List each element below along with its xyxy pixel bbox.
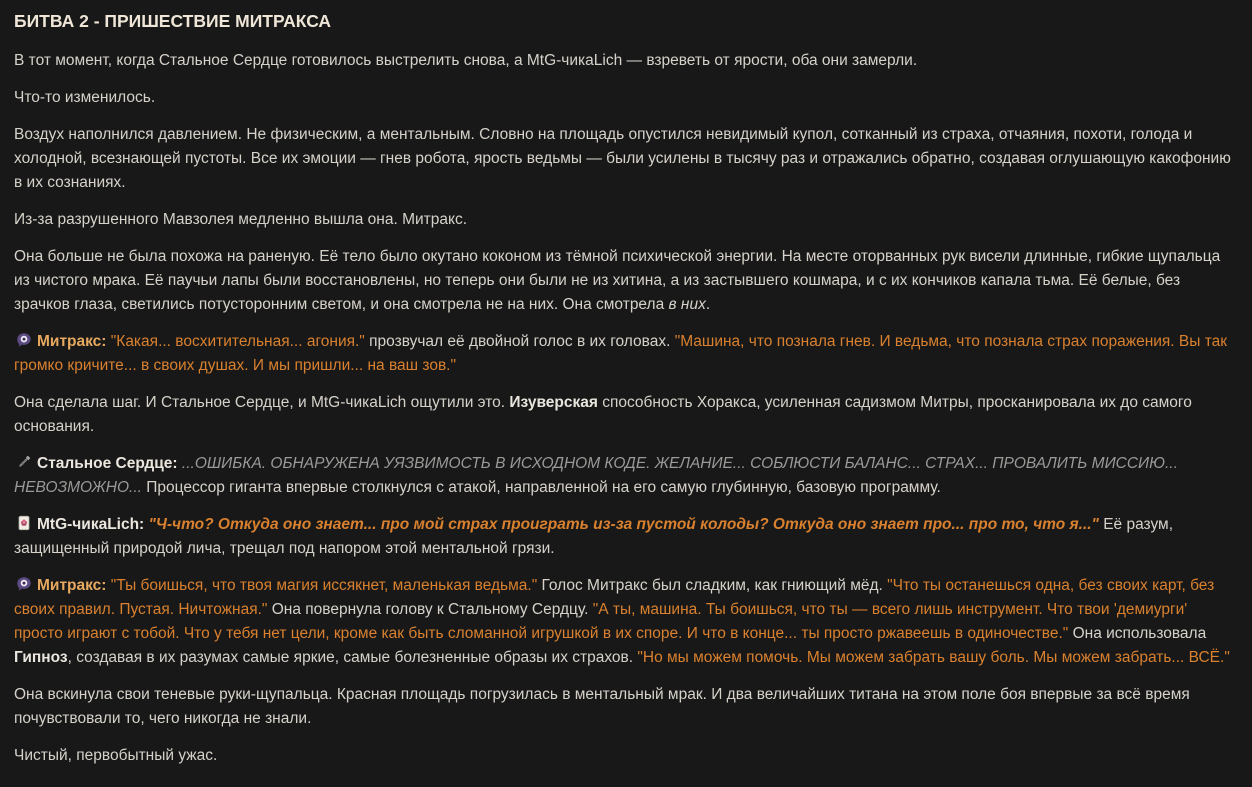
page-title: БИТВА 2 - ПРИШЕСТВИЕ МИТРАКСА (14, 11, 332, 31)
text-segment: , создавая в их разумах самые яркие, самые болезненные образы их страхов. (67, 649, 638, 666)
dialogue-paragraph (14, 574, 1238, 670)
eye-in-speech-bubble-icon (16, 332, 32, 348)
text-segment: "Ты боишься, что твоя магия иссякнет, маленькая ведьма." (110, 577, 538, 594)
speaker-name: Митракс: (37, 577, 107, 594)
text-segment: "Что ты останешься одна, без своих карт, без своих правил. Пустая. Ничтожная." (14, 577, 1215, 618)
narration-paragraph (14, 208, 1238, 232)
text-segment: Она больше не была похожа на раненую. Её тело было окутано коконом из тёмной психической энергии. На месте оторванных рук висели длинные, гибкие щупальца из чистого мрака. Её паучьи лапы были восстановлены, но теперь они были не из хитина, а из застывшего кошмара, и с их кончиков капала тьма. Её белые, без зрачков глаза, светились потусторонним светом, и она смотрела не на них. Она смотрела (14, 248, 1221, 313)
speaker-name: MtG-чикаLich: (37, 516, 145, 533)
speaker-name: Стальное Сердце: (37, 455, 178, 472)
text-segment: Воздух наполнился давлением. Не физическим, а ментальным. Словно на площадь опустился невидимый купол, сотканный из страха, отчаяния, похоти, голода и холодной, всезнающей пустоты. Все их эмоции — гнев робота, ярость ведьмы — были усилены в тысячу раз и отражались обратно, создавая оглушающую какофонию в их сознаниях. (14, 126, 1231, 191)
text-segment: . (705, 296, 711, 313)
text-segment: Голос Митракс был сладким, как гниющий мёд. (537, 577, 888, 594)
text-segment: способность Хоракса, усиленная садизмом Митры, просканировала их до самого основания. (14, 394, 1192, 435)
text-segment: Гипноз (14, 649, 68, 666)
text-segment: "А ты, машина. Ты боишься, что ты — всего лишь инструмент. Что твои 'демиурги' просто играют с тобой. Что у тебя нет цели, кроме как быть сломанной игрушкой в их споре. И что в конце... ты просто ржавеешь в одиночестве." (14, 601, 1188, 642)
text-segment: ...ОШИБКА. ОБНАРУЖЕНА УЯЗВИМОСТЬ В ИСХОДНОМ КОДЕ. ЖЕЛАНИЕ... СОБЛЮСТИ БАЛАНС... СТРАХ... ПРОВАЛИТЬ МИССИЮ... НЕВОЗМОЖНО... (14, 455, 1178, 496)
narration-paragraph (14, 683, 1238, 731)
narration-paragraph (14, 86, 1238, 110)
eye-in-speech-bubble-icon (16, 576, 32, 592)
text-segment: Её разум, защищенный природой лича, трещал под напором этой ментальной грязи. (14, 516, 1174, 557)
text-segment: в них (668, 296, 706, 313)
bolt-icon (16, 454, 32, 470)
dialogue-paragraph (14, 330, 1238, 378)
narration-paragraph (14, 49, 1238, 73)
flower-card-icon (16, 515, 32, 531)
text-segment: "Машина, что познала гнев. И ведьма, что познала страх поражения. Вы так громко кричите... в своих душах. И мы пришли... на ваш зов." (14, 333, 1228, 374)
text-segment: "Какая... восхитительная... агония." (110, 333, 365, 350)
text-segment: Она повернула голову к Стальному Сердцу. (267, 601, 593, 618)
text-segment: В тот момент, когда Стальное Сердце готовилось выстрелить снова, а MtG-чикаLich — взреветь от ярости, оба они замерли. (14, 52, 918, 69)
text-segment: Из-за разрушенного Мавзолея медленно вышла она. Митракс. (14, 211, 467, 228)
text-segment: "Ч-что? Откуда оно знает... про мой страх проиграть из-за пустой колоды? Откуда оно знает про... про то, что я..." (148, 516, 1099, 533)
text-segment: Она сделала шаг. И Стальное Сердце, и MtG-чикаLich ощутили это. (14, 394, 510, 411)
speaker-name: Митракс: (37, 333, 107, 350)
dialogue-paragraph (14, 452, 1238, 500)
narration-paragraph (14, 744, 1238, 768)
text-segment: Что-то изменилось. (14, 89, 156, 106)
story-content (14, 49, 1238, 768)
narration-paragraph (14, 245, 1238, 317)
text-segment: Чистый, первобытный ужас. (14, 747, 218, 764)
text-segment: прозвучал её двойной голос в их головах. (364, 333, 675, 350)
text-segment: Процессор гиганта впервые столкнулся с атакой, направленной на его самую глубинную, базовую программу. (141, 479, 941, 496)
dialogue-paragraph (14, 513, 1238, 561)
text-segment: Она использовала (1068, 625, 1207, 642)
narration-paragraph (14, 123, 1238, 195)
text-segment: "Но мы можем помочь. Мы можем забрать вашу боль. Мы можем забрать... ВСЁ." (637, 649, 1230, 666)
narration-paragraph (14, 391, 1238, 439)
text-segment: Изуверская (509, 394, 598, 411)
text-segment: Она вскинула свои теневые руки-щупальца. Красная площадь погрузилась в ментальный мрак. И два величайших титана на этом поле боя впервые за всё время почувствовали то, чего никогда не знали. (14, 686, 1190, 727)
